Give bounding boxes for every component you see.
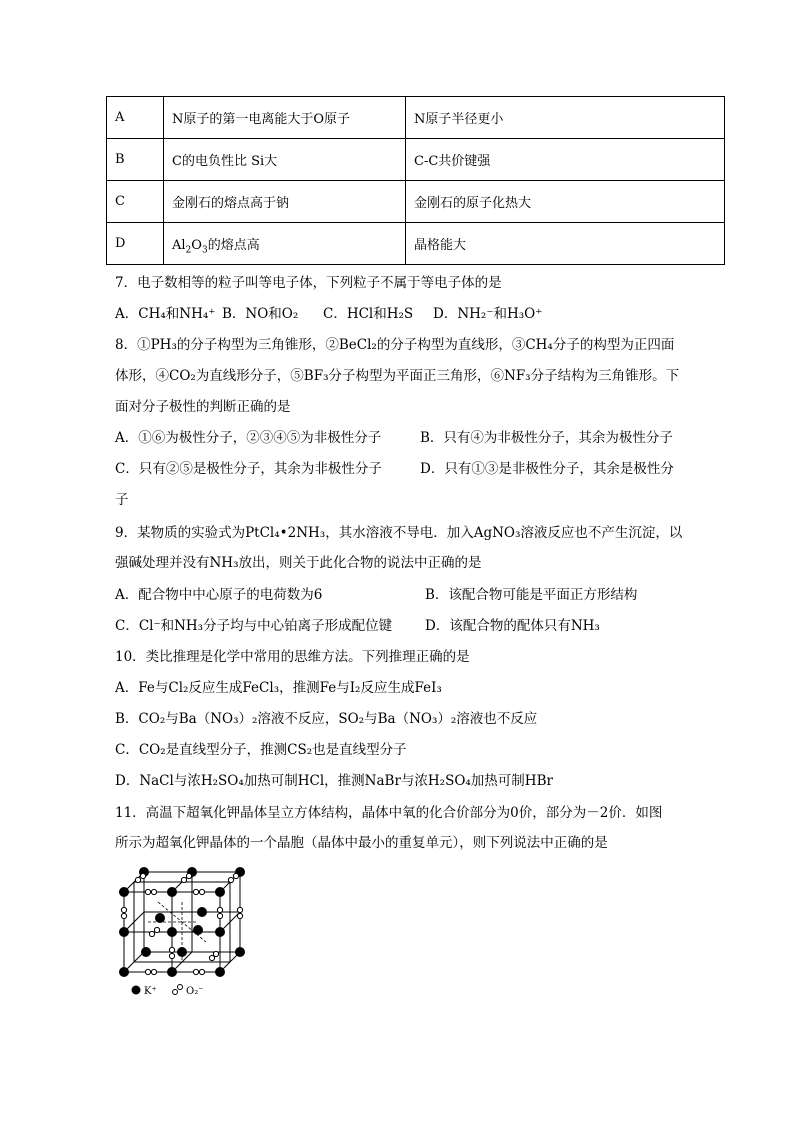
fact-part: Al <box>172 238 186 253</box>
q8-option-a: A．①⑥为极性分子，②③④⑤为非极性分子 <box>115 430 382 446</box>
row-letter: D <box>107 223 164 265</box>
table-row <box>107 181 725 223</box>
q7-stem: 7．电子数相等的粒子叫等电子体，下列粒子不属于等电子体的是 <box>115 275 502 291</box>
q7-option-b: B．NO和O₂ <box>222 306 299 322</box>
q10-stem: 10．类比推理是化学中常用的思维方法。下列推理正确的是 <box>115 649 470 665</box>
q8-option-b: B．只有④为非极性分子，其余为极性分子 <box>420 430 673 446</box>
row-reason: C-C共价键强 <box>406 139 725 181</box>
legend-o2-symbol <box>173 985 183 995</box>
q8-option-c: C．只有②⑤是极性分子，其余为非极性分子 <box>115 461 382 477</box>
q9-option-d: D．该配合物的配体只有NH₃ <box>425 618 600 634</box>
row-fact <box>164 223 406 265</box>
q11-line1: 11．高温下超氧化钾晶体呈立方体结构，晶体中氧的化合价部分为0价，部分为－2价．如图 <box>115 805 663 821</box>
q10-option-a: A．Fe与Cl₂反应生成FeCl₃，推测Fe与I₂反应生成FeI₃ <box>115 680 442 696</box>
q7-option-a: A．CH₄和NH₄⁺ <box>115 306 216 322</box>
legend-k-symbol <box>132 986 141 995</box>
fact-sub: 3 <box>201 245 208 256</box>
row-fact: C的电负性比 Si大 <box>164 139 406 181</box>
q7-option-c: C．HCl和H₂S <box>323 306 414 322</box>
q8-option-d: D．只有①③是非极性分子，其余是极性分 <box>420 461 674 477</box>
q8-line2: 体形，④CO₂为直线形分子，⑤BF₃分子构型为平面正三角形，⑥NF₃分子结构为三角锥形。下 <box>115 368 680 384</box>
table-row <box>107 97 725 139</box>
q9-option-b: B．该配合物可能是平面正方形结构 <box>425 587 638 603</box>
q10-option-d: D．NaCl与浓H₂SO₄加热可制HCl，推测NaBr与浓H₂SO₄加热可制HBr <box>115 773 553 789</box>
table-row <box>107 223 725 265</box>
q9-option-c: C．Cl⁻和NH₃分子均与中心铂离子形成配位键 <box>115 618 393 634</box>
crystal-cell-figure <box>112 866 262 1001</box>
q8-line3: 面对分子极性的判断正确的是 <box>115 399 291 415</box>
legend-k-label: K⁺ <box>144 986 157 997</box>
q10-option-c: C．CO₂是直线型分子，推测CS₂也是直线型分子 <box>115 742 407 758</box>
options-table <box>106 96 725 265</box>
q10-option-b: B．CO₂与Ba（NO₃）₂溶液不反应，SO₂与Ba（NO₃）₂溶液也不反应 <box>115 711 538 727</box>
row-letter: B <box>107 139 164 181</box>
row-reason: N原子半径更小 <box>406 97 725 139</box>
row-reason: 金刚石的原子化热大 <box>406 181 725 223</box>
q11-line2: 所示为超氧化钾晶体的一个晶胞（晶体中最小的重复单元），则下列说法中正确的是 <box>115 835 608 851</box>
legend-o2-label: O₂⁻ <box>186 986 204 997</box>
row-reason: 晶格能大 <box>406 223 725 265</box>
q9-line2: 强碱处理并没有NH₃放出，则关于此化合物的说法中正确的是 <box>115 555 482 571</box>
q8-line1: 8．①PH₃的分子构型为三角锥形，②BeCl₂的分子构型为直线形，③CH₄分子的构型为正四面 <box>115 337 675 353</box>
fact-sub: 2 <box>185 245 192 256</box>
fact-part: 的熔点高 <box>207 238 260 253</box>
fact-part: O <box>191 238 202 253</box>
row-letter: C <box>107 181 164 223</box>
q9-option-a: A．配合物中中心原子的电荷数为6 <box>115 587 323 603</box>
q7-option-d: D．NH₂⁻和H₃O⁺ <box>433 306 543 322</box>
table-row <box>107 139 725 181</box>
row-fact: 金刚石的熔点高于钠 <box>164 181 406 223</box>
row-fact: N原子的第一电离能大于O原子 <box>164 97 406 139</box>
q8-option-d-wrap: 子 <box>115 492 129 508</box>
q9-line1: 9．某物质的实验式为PtCl₄•2NH₃，其水溶液不导电．加入AgNO₃溶液反应也不产生沉淀，以 <box>115 525 683 541</box>
row-letter: A <box>107 97 164 139</box>
